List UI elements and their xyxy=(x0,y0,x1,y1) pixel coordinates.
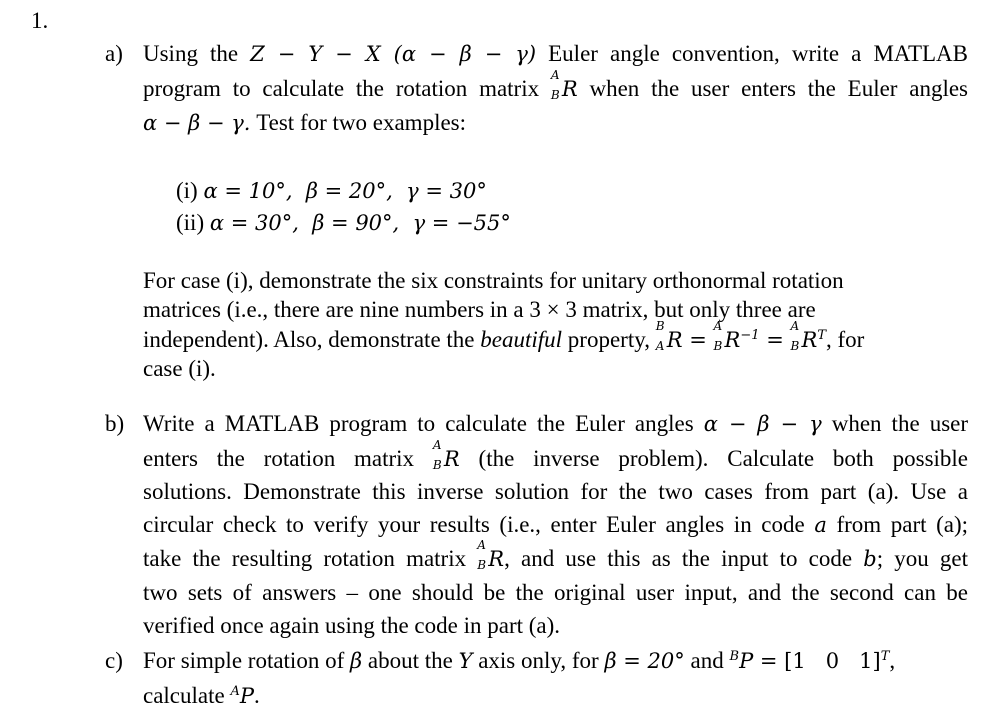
part-b-line5-post: ; you get xyxy=(876,546,968,571)
vector-AP: $^A$P xyxy=(230,684,254,708)
part-c-line-2 xyxy=(143,683,260,709)
part-b-line-7: verified once again using the code in part (a). xyxy=(143,613,561,638)
case-1-label: (i) xyxy=(176,178,198,203)
rotation-matrix-AB: A B R xyxy=(432,438,460,472)
case-1-angles: α = 10°, β = 20°, γ = 30° xyxy=(203,179,487,203)
part-b-line-2 xyxy=(143,438,969,472)
rotation-matrix-AB: A B R xyxy=(550,68,578,102)
part-b-line2-post: (the inverse problem). Calculate both possible xyxy=(478,446,969,471)
line3-post: , for xyxy=(825,327,865,352)
part-c-line1-and: and xyxy=(690,648,724,673)
part-a-line1-text: Using the xyxy=(143,41,239,66)
euler-angles-math: α − β − γ. xyxy=(143,111,251,135)
part-b-line1-post: when the user xyxy=(831,411,969,436)
part-c-line2-post: . xyxy=(254,683,260,708)
part-a-line3-tail: Test for two examples: xyxy=(256,110,467,135)
constraints-line-4: case (i). xyxy=(143,356,216,381)
part-a-line-2 xyxy=(143,68,968,102)
code-b-symbol: b xyxy=(863,547,877,571)
beautiful-property-equation: B A R = A B $R^{-1}$ = A B $R^T$ xyxy=(655,319,826,353)
part-b-line-4 xyxy=(143,512,968,538)
part-a-label: a) xyxy=(105,41,123,66)
vector-BP: $^B$P = [1 0 1]$^T$ xyxy=(729,649,890,673)
code-a-symbol: a xyxy=(814,513,827,537)
part-c-comma: , xyxy=(889,648,896,673)
part-b-euler-math: α − β − γ xyxy=(703,412,822,436)
example-case-1 xyxy=(176,178,487,204)
part-b-line4-pre: circular check to verify your results (i.e., enter Euler angles in code xyxy=(143,512,805,537)
part-b-line1-pre: Write a MATLAB program to calculate the Euler angles xyxy=(143,411,694,436)
part-c-line1-pre: For simple rotation of xyxy=(143,648,345,673)
line3-pre: independent). Also, demonstrate the xyxy=(143,327,475,352)
beta-symbol: β xyxy=(349,649,363,673)
part-c-line2-pre: calculate xyxy=(143,683,225,708)
part-a-line2-post: when the user enters the Euler angles xyxy=(589,76,968,101)
case-2-angles: α = 30°, β = 90°, γ = −55° xyxy=(209,211,511,235)
constraints-line-1: For case (i), demonstrate the six constraints for unitary orthonormal rotation xyxy=(143,268,844,293)
part-a-line2-pre: program to calculate the rotation matrix xyxy=(143,76,540,101)
part-c-label: c) xyxy=(105,648,123,673)
example-case-2 xyxy=(176,210,511,236)
part-b-line-1 xyxy=(143,411,968,437)
part-a-line1-tail: Euler angle convention, write a MATLAB xyxy=(548,41,968,66)
rotation-matrix-AB: A B R xyxy=(477,538,505,572)
constraints-line-2: matrices (i.e., there are nine numbers in a 3 × 3 matrix, but only three are xyxy=(143,297,816,322)
beta-condition: β = 20° xyxy=(604,649,685,673)
part-a-line-1 xyxy=(143,41,968,67)
case-2-label: (ii) xyxy=(176,210,205,235)
part-b-line-5 xyxy=(143,538,968,572)
part-b-line2-pre: enters the rotation matrix xyxy=(143,446,415,471)
part-b-line-6: two sets of answers – one should be the original user input, and the second can be xyxy=(143,580,968,605)
part-a-line-3 xyxy=(143,110,466,136)
part-b-label: b) xyxy=(105,411,125,436)
part-b-line4-post: from part (a); xyxy=(836,512,969,537)
y-axis-symbol: Y xyxy=(458,649,473,673)
euler-convention: Z − Y − X (α − β − γ) xyxy=(250,42,537,66)
problem-number: 1. xyxy=(31,8,49,33)
part-b-line5-pre: take the resulting rotation matrix xyxy=(143,546,467,571)
part-b-line5-mid: , and use this as the input to code xyxy=(504,546,853,571)
part-c-line1-mid2: axis only, for xyxy=(478,648,599,673)
beautiful-word: beautiful xyxy=(480,327,563,352)
line3-mid: property, xyxy=(567,327,650,352)
constraints-line-3 xyxy=(143,319,865,353)
part-c-line1-mid: about the xyxy=(367,648,453,673)
part-c-line-1 xyxy=(143,648,895,674)
part-b-line-3: solutions. Demonstrate this inverse solution for the two cases from part (a). Use a xyxy=(143,479,968,504)
